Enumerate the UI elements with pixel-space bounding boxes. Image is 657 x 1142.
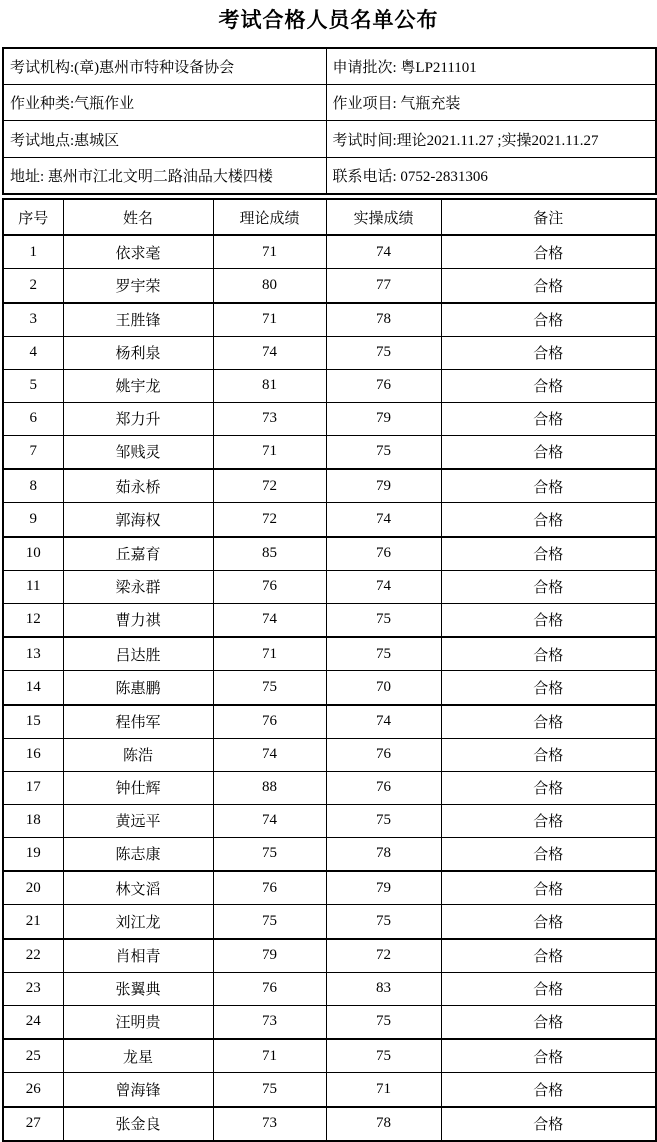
cell-remark: 合格 (441, 972, 656, 1005)
info-cell-left: 考试地点:惠城区 (3, 121, 326, 157)
cell-remark: 合格 (441, 671, 656, 705)
info-cell-right: 考试时间:理论2021.11.27 ;实操2021.11.27 (326, 121, 656, 157)
cell-remark: 合格 (441, 871, 656, 905)
cell-theory: 74 (213, 336, 326, 369)
cell-no: 9 (3, 503, 63, 537)
cell-theory: 71 (213, 1039, 326, 1073)
cell-no: 5 (3, 369, 63, 402)
info-cell-right: 申请批次: 粤LP211101 (326, 48, 656, 85)
cell-practical: 75 (326, 336, 441, 369)
cell-no: 2 (3, 269, 63, 303)
cell-name: 吕达胜 (63, 637, 213, 671)
table-row (3, 905, 656, 939)
cell-name: 姚宇龙 (63, 369, 213, 402)
cell-name: 茹永桥 (63, 469, 213, 503)
info-row (3, 157, 656, 194)
cell-remark: 合格 (441, 771, 656, 804)
cell-remark: 合格 (441, 804, 656, 837)
cell-theory: 85 (213, 537, 326, 571)
cell-practical: 75 (326, 603, 441, 637)
cell-no: 27 (3, 1107, 63, 1142)
cell-theory: 73 (213, 1107, 326, 1142)
cell-theory: 73 (213, 1005, 326, 1039)
cell-practical: 74 (326, 570, 441, 603)
cell-remark: 合格 (441, 336, 656, 369)
cell-theory: 71 (213, 435, 326, 469)
cell-name: 曹力祺 (63, 603, 213, 637)
cell-name: 郭海权 (63, 503, 213, 537)
info-cell-right: 作业项目: 气瓶充装 (326, 85, 656, 121)
cell-theory: 75 (213, 837, 326, 871)
table-row (3, 537, 656, 571)
cell-theory: 76 (213, 871, 326, 905)
cell-no: 21 (3, 905, 63, 939)
cell-no: 25 (3, 1039, 63, 1073)
table-row (3, 235, 656, 269)
cell-no: 24 (3, 1005, 63, 1039)
cell-practical: 79 (326, 469, 441, 503)
cell-name: 陈志康 (63, 837, 213, 871)
cell-theory: 88 (213, 771, 326, 804)
cell-theory: 71 (213, 303, 326, 337)
cell-practical: 76 (326, 771, 441, 804)
info-cell-left: 地址: 惠州市江北文明二路油品大楼四楼 (3, 157, 326, 194)
table-row (3, 1005, 656, 1039)
info-cell-left: 作业种类:气瓶作业 (3, 85, 326, 121)
cell-no: 14 (3, 671, 63, 705)
table-row (3, 738, 656, 771)
table-row (3, 939, 656, 973)
cell-no: 10 (3, 537, 63, 571)
info-row (3, 48, 656, 85)
cell-practical: 76 (326, 369, 441, 402)
cell-remark: 合格 (441, 269, 656, 303)
cell-practical: 70 (326, 671, 441, 705)
cell-remark: 合格 (441, 303, 656, 337)
cell-remark: 合格 (441, 537, 656, 571)
table-row (3, 871, 656, 905)
cell-theory: 75 (213, 671, 326, 705)
cell-name: 陈惠鹏 (63, 671, 213, 705)
cell-name: 张金良 (63, 1107, 213, 1142)
cell-no: 20 (3, 871, 63, 905)
column-header: 实操成绩 (326, 199, 441, 235)
cell-no: 3 (3, 303, 63, 337)
cell-practical: 71 (326, 1073, 441, 1107)
cell-name: 梁永群 (63, 570, 213, 603)
cell-no: 12 (3, 603, 63, 637)
cell-name: 刘江龙 (63, 905, 213, 939)
table-row (3, 1039, 656, 1073)
cell-remark: 合格 (441, 939, 656, 973)
cell-remark: 合格 (441, 435, 656, 469)
cell-practical: 72 (326, 939, 441, 973)
cell-no: 13 (3, 637, 63, 671)
cell-no: 8 (3, 469, 63, 503)
cell-practical: 79 (326, 871, 441, 905)
column-header: 序号 (3, 199, 63, 235)
cell-remark: 合格 (441, 570, 656, 603)
table-row (3, 435, 656, 469)
cell-no: 23 (3, 972, 63, 1005)
cell-theory: 76 (213, 972, 326, 1005)
cell-remark: 合格 (441, 369, 656, 402)
cell-no: 26 (3, 1073, 63, 1107)
cell-no: 7 (3, 435, 63, 469)
table-row (3, 269, 656, 303)
cell-practical: 78 (326, 1107, 441, 1142)
cell-no: 6 (3, 402, 63, 435)
exam-info-table (2, 47, 657, 195)
table-row (3, 1073, 656, 1107)
cell-no: 11 (3, 570, 63, 603)
cell-practical: 74 (326, 705, 441, 739)
cell-theory: 74 (213, 738, 326, 771)
cell-theory: 76 (213, 705, 326, 739)
cell-theory: 76 (213, 570, 326, 603)
cell-name: 曾海锋 (63, 1073, 213, 1107)
info-cell-right: 联系电话: 0752-2831306 (326, 157, 656, 194)
cell-name: 汪明贵 (63, 1005, 213, 1039)
table-row (3, 705, 656, 739)
cell-practical: 79 (326, 402, 441, 435)
table-row (3, 804, 656, 837)
cell-remark: 合格 (441, 637, 656, 671)
cell-remark: 合格 (441, 235, 656, 269)
table-row (3, 671, 656, 705)
cell-remark: 合格 (441, 1107, 656, 1142)
cell-remark: 合格 (441, 603, 656, 637)
cell-name: 杨利泉 (63, 336, 213, 369)
cell-no: 22 (3, 939, 63, 973)
cell-name: 龙星 (63, 1039, 213, 1073)
cell-remark: 合格 (441, 1073, 656, 1107)
table-row (3, 336, 656, 369)
column-header: 理论成绩 (213, 199, 326, 235)
cell-remark: 合格 (441, 1005, 656, 1039)
cell-theory: 81 (213, 369, 326, 402)
cell-practical: 78 (326, 303, 441, 337)
cell-no: 17 (3, 771, 63, 804)
table-row (3, 303, 656, 337)
cell-name: 程伟军 (63, 705, 213, 739)
cell-name: 肖相青 (63, 939, 213, 973)
table-row (3, 837, 656, 871)
cell-practical: 83 (326, 972, 441, 1005)
cell-remark: 合格 (441, 738, 656, 771)
cell-theory: 75 (213, 905, 326, 939)
cell-name: 林文滔 (63, 871, 213, 905)
cell-remark: 合格 (441, 1039, 656, 1073)
cell-no: 19 (3, 837, 63, 871)
cell-practical: 75 (326, 804, 441, 837)
cell-name: 钟仕辉 (63, 771, 213, 804)
table-row (3, 637, 656, 671)
cell-theory: 79 (213, 939, 326, 973)
cell-no: 18 (3, 804, 63, 837)
table-row (3, 402, 656, 435)
table-row (3, 503, 656, 537)
cell-theory: 71 (213, 637, 326, 671)
cell-name: 黄远平 (63, 804, 213, 837)
cell-name: 陈浩 (63, 738, 213, 771)
column-header: 姓名 (63, 199, 213, 235)
table-row (3, 603, 656, 637)
cell-name: 丘嘉育 (63, 537, 213, 571)
info-row (3, 85, 656, 121)
column-header: 备注 (441, 199, 656, 235)
cell-theory: 74 (213, 804, 326, 837)
table-row (3, 771, 656, 804)
table-row (3, 469, 656, 503)
cell-remark: 合格 (441, 905, 656, 939)
cell-practical: 74 (326, 235, 441, 269)
cell-practical: 78 (326, 837, 441, 871)
cell-practical: 75 (326, 435, 441, 469)
cell-theory: 73 (213, 402, 326, 435)
results-header-row (3, 199, 656, 235)
cell-theory: 71 (213, 235, 326, 269)
cell-no: 15 (3, 705, 63, 739)
table-row (3, 570, 656, 603)
cell-name: 张翼典 (63, 972, 213, 1005)
cell-remark: 合格 (441, 469, 656, 503)
cell-practical: 76 (326, 537, 441, 571)
table-row (3, 972, 656, 1005)
cell-theory: 80 (213, 269, 326, 303)
cell-no: 1 (3, 235, 63, 269)
cell-practical: 76 (326, 738, 441, 771)
cell-remark: 合格 (441, 402, 656, 435)
info-cell-left: 考试机构:(章)惠州市特种设备协会 (3, 48, 326, 85)
cell-name: 郑力升 (63, 402, 213, 435)
cell-no: 4 (3, 336, 63, 369)
cell-theory: 75 (213, 1073, 326, 1107)
table-row (3, 1107, 656, 1142)
info-row (3, 121, 656, 157)
cell-practical: 77 (326, 269, 441, 303)
cell-no: 16 (3, 738, 63, 771)
cell-theory: 72 (213, 503, 326, 537)
cell-practical: 75 (326, 905, 441, 939)
cell-remark: 合格 (441, 503, 656, 537)
results-table (2, 198, 657, 1142)
cell-practical: 75 (326, 1039, 441, 1073)
cell-practical: 75 (326, 1005, 441, 1039)
cell-name: 王胜锋 (63, 303, 213, 337)
cell-remark: 合格 (441, 837, 656, 871)
cell-practical: 74 (326, 503, 441, 537)
cell-name: 罗宇荣 (63, 269, 213, 303)
cell-theory: 72 (213, 469, 326, 503)
cell-name: 邹贱灵 (63, 435, 213, 469)
cell-name: 依求毫 (63, 235, 213, 269)
cell-practical: 75 (326, 637, 441, 671)
cell-remark: 合格 (441, 705, 656, 739)
cell-theory: 74 (213, 603, 326, 637)
table-row (3, 369, 656, 402)
page-title: 考试合格人员名单公布 (218, 9, 439, 32)
